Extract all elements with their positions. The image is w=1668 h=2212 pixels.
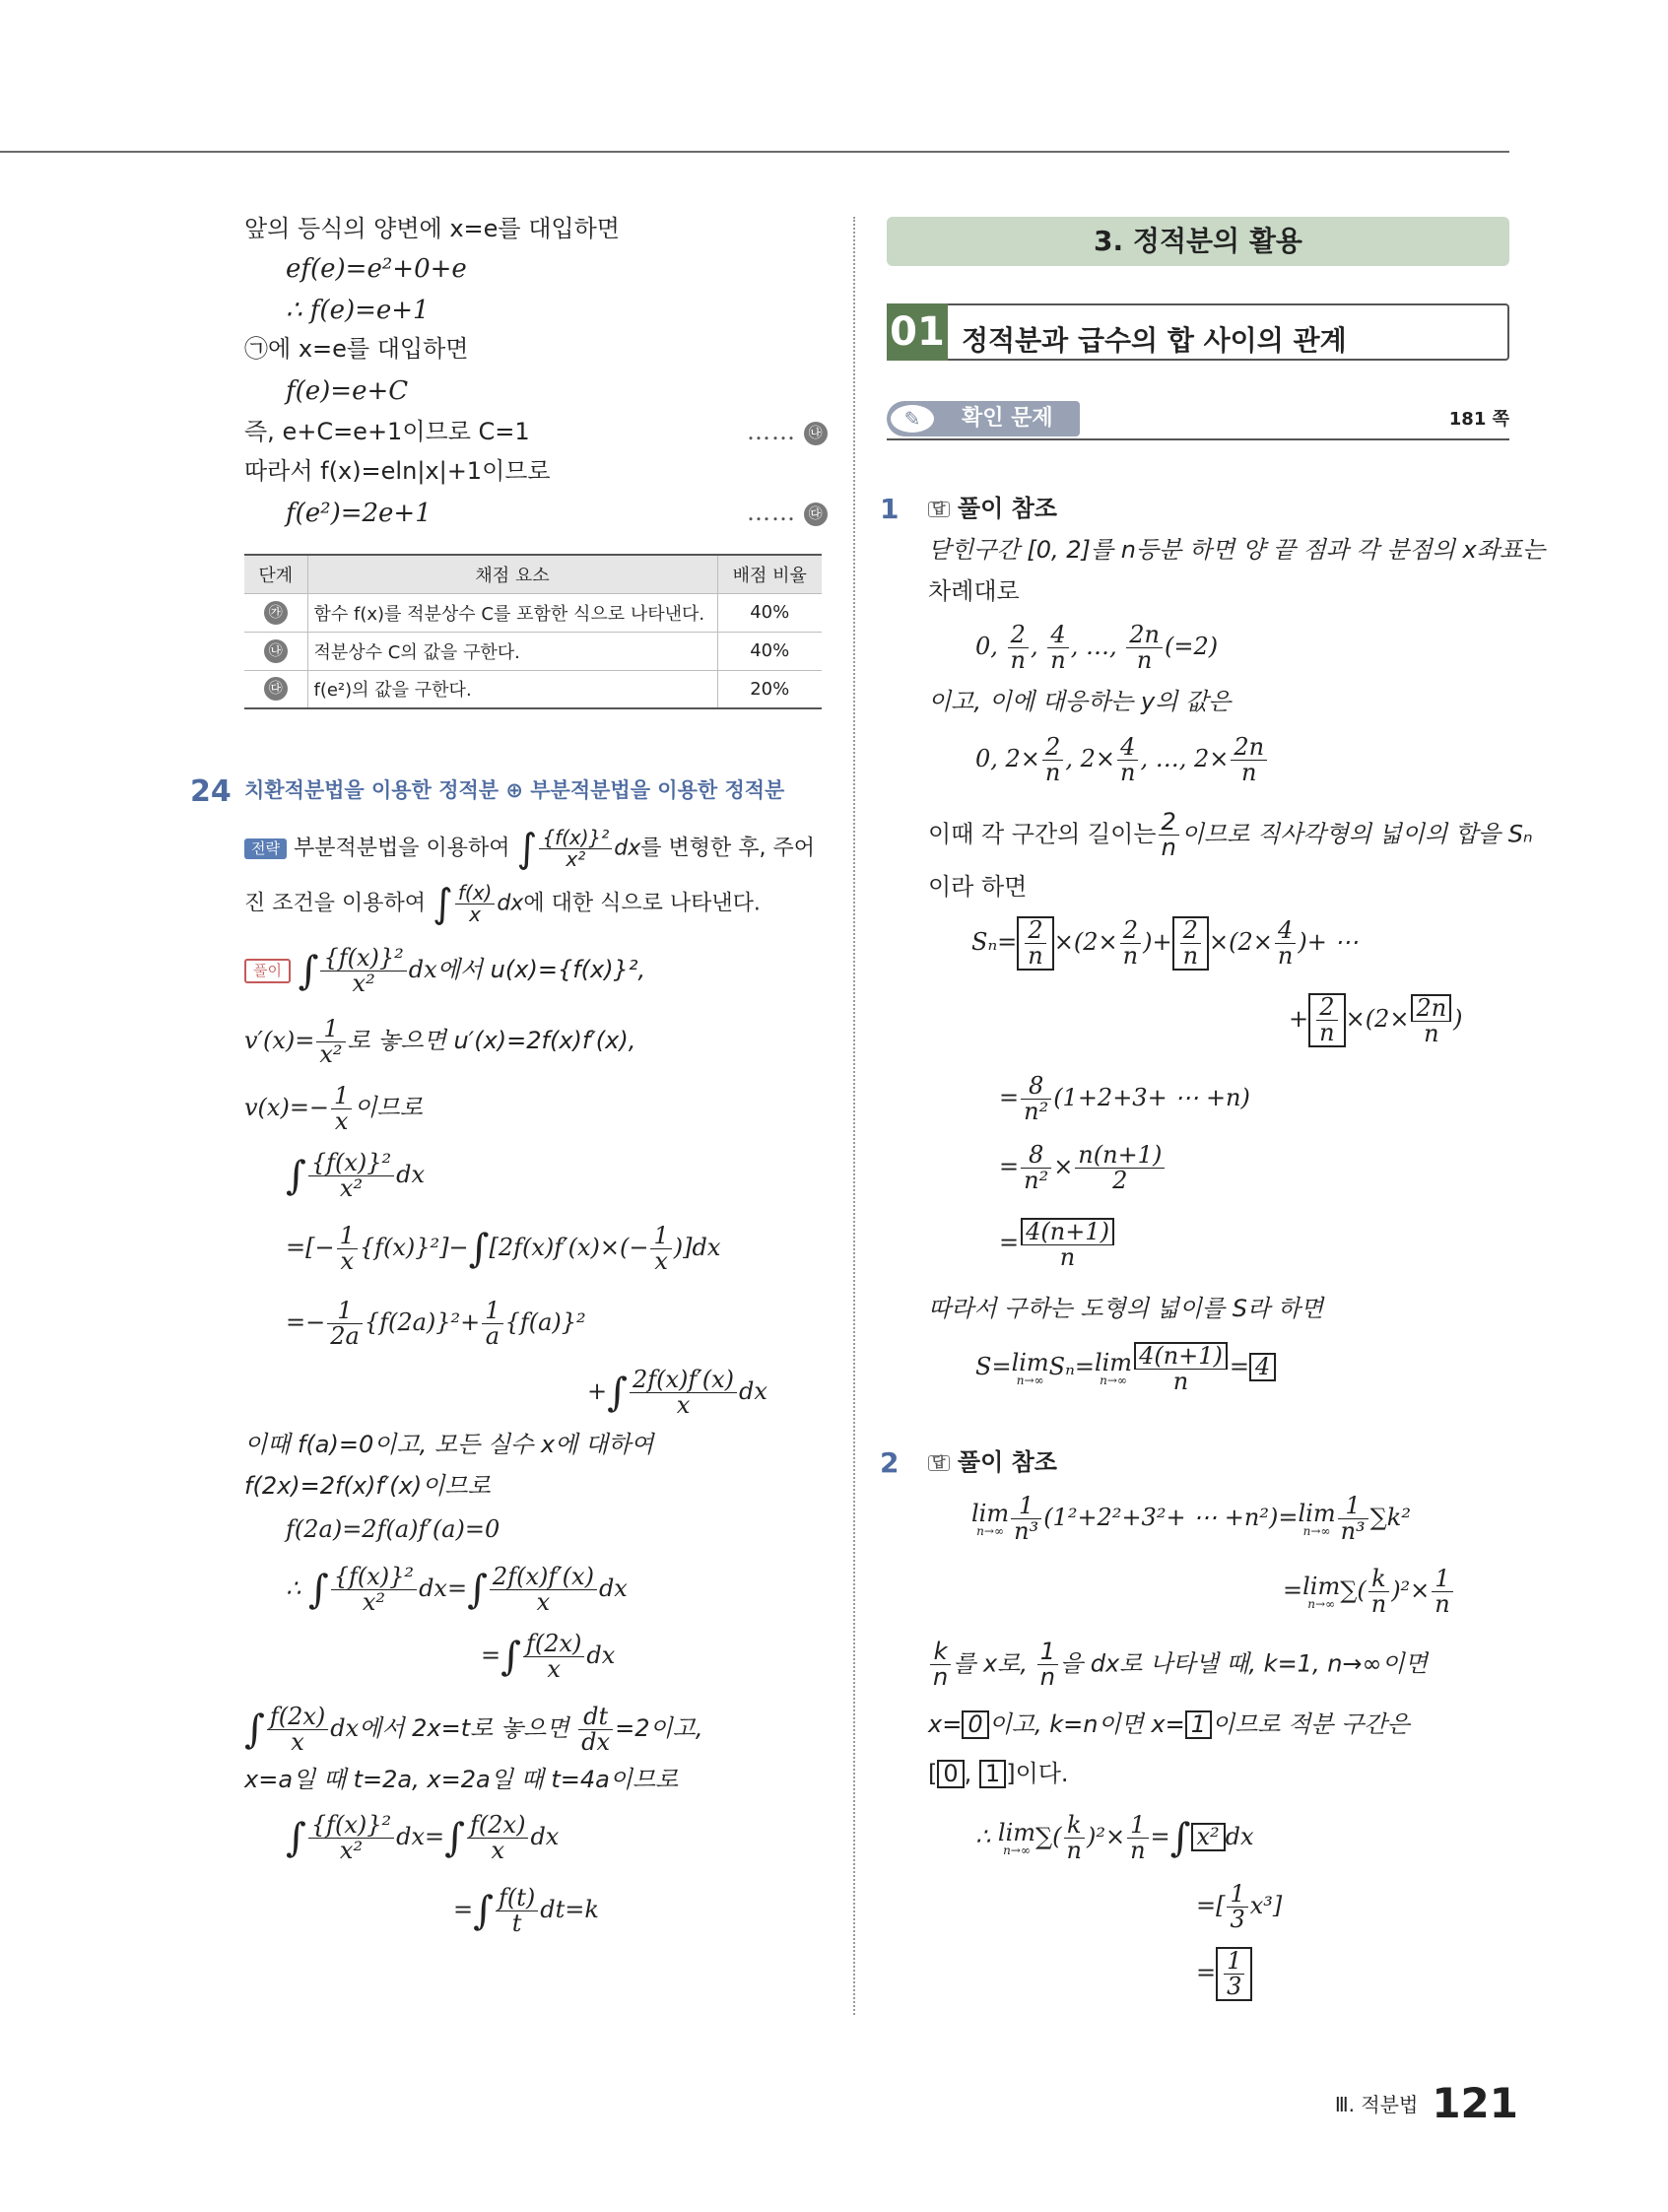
- text: 풀이 참조: [957, 495, 1057, 522]
- answer-tag: 답: [928, 502, 950, 517]
- solution-tag: 풀이: [244, 959, 291, 983]
- text-line: 이때 f(a)=0이고, 모든 실수 x에 대하여: [244, 1431, 654, 1458]
- section-title: 3. 정적분의 활용: [887, 217, 1509, 266]
- solution-line: ∫ $\frac{f(2x)}{x}$ dx에서 2x=t로 놓으면 $\frac{dt}{dx}$ =2이고,: [244, 1703, 703, 1757]
- equation-line: +∫ $\frac{2f(x)f'(x)}{x}$ dx: [587, 1366, 767, 1420]
- answer-line: [928, 497, 1057, 520]
- step-marker: …… ㉰: [747, 501, 828, 526]
- text: 를 변형한 후, 주어: [640, 836, 816, 861]
- equation-line: =[− $\frac{1}{x}$ {f(x)}²]−∫[2f(x)f′(x)×(− $\frac{1}{x}$ )]dx: [286, 1222, 721, 1276]
- step-cell: ㉰: [244, 670, 307, 708]
- text-line: 따라서 f(x)=eln|x|+1이므로: [244, 457, 551, 485]
- column-divider: [853, 217, 855, 2015]
- header-step: 단계: [244, 555, 307, 593]
- answer-tag: 답: [928, 1455, 950, 1471]
- text-line: 따라서 구하는 도형의 넓이를 S라 하면: [928, 1295, 1324, 1322]
- text-line: 이고, 이에 대응하는 y의 값은: [928, 688, 1232, 715]
- text: 로 놓으면 u′(x)=2f(x)f′(x),: [347, 1027, 636, 1055]
- answer-box: 4: [1249, 1353, 1276, 1381]
- chapter-label: Ⅲ. 적분법: [1334, 2093, 1419, 2116]
- topic-title: 정적분과 급수의 합 사이의 관계: [962, 324, 1347, 357]
- text-line: 닫힌구간 [0, 2]를 n등분 하면 양 끝 점과 각 분점의 x좌표는: [928, 536, 1546, 564]
- text-line: [ 0 , 1 ]이다.: [928, 1760, 1069, 1787]
- text-line: 앞의 등식의 양변에 x=e를 대입하면: [244, 215, 620, 242]
- text-line: $\frac{k}{n}$ 를 x로, $\frac{1}{n}$ 을 dx로 나타낼 때, k=1, n→∞이면: [928, 1640, 1428, 1690]
- points-cell: 40%: [717, 593, 822, 632]
- equation-line: =∫ $\frac{f(t)}{t}$ dt=k: [453, 1884, 599, 1938]
- page-footer: [1335, 2079, 1518, 2127]
- text-line: 즉, e+C=e+1이므로 C=1: [244, 418, 530, 445]
- question-number: 2: [880, 1446, 900, 1479]
- equation-line: = $\frac{1}{3}$: [1196, 1947, 1252, 2001]
- step-cell: ㉯: [244, 632, 307, 670]
- text-line: 이때 각 구간의 길이는 $\frac{2}{n}$ 이므로 직사각형의 넓이의 합을 Sₙ: [928, 808, 1533, 862]
- equation-line: lim n→∞ $\frac{1}{\text{n³}}$ (1²+2²+3²+ ⋯ +n²)=lim n→∞ $\frac{1}{\text{n³}}$ ∑k²: [971, 1492, 1411, 1546]
- page-number: 121: [1432, 2079, 1518, 2127]
- equation-line: =[ $\frac{1}{3}$ x³]: [1196, 1880, 1283, 1934]
- text-line: 이라 하면: [928, 873, 1028, 901]
- text-line: ㉠에 x=e를 대입하면: [244, 335, 469, 363]
- header-criteria: 채점 요소: [307, 555, 717, 593]
- text: 에 대한 식으로 나타낸다.: [523, 891, 761, 916]
- text: =2이고,: [615, 1714, 703, 1743]
- table-row: [244, 670, 822, 708]
- text: 에서 2x=t로 놓으면: [359, 1714, 569, 1743]
- page-reference: 181 쪽: [1448, 409, 1509, 430]
- equation-line: 0, 2× $\frac{2}{n}$ , 2× $\frac{4}{n}$ , …, 2× $\frac{2n}{n}$: [975, 735, 1269, 785]
- text: 이고, k=n이면 x=: [988, 1710, 1185, 1738]
- equation-line: ∴ f(e)=e+1: [286, 296, 430, 325]
- equation-line: 0, $\frac{2}{n}$ , $\frac{4}{n}$ , …, $\frac{2n}{n}$ (=2): [975, 621, 1219, 675]
- step-marker: …… ㉯: [747, 420, 828, 445]
- criteria-cell: 함수 f(x)를 적분상수 C를 포함한 식으로 나타낸다.: [307, 593, 717, 632]
- equation-line: = $\frac{8}{\text{n²}}$ × $\frac{n(n+1)}{2}$: [999, 1143, 1167, 1193]
- topic-header: [887, 303, 1509, 361]
- text: 에서 u(x)={f(x)}²,: [436, 956, 646, 984]
- pencil-icon: ✎: [889, 403, 936, 435]
- equation-line: S=lim n→∞ Sₙ=lim n→∞ $\frac{4(n+1)}{n}$ = 4: [975, 1342, 1276, 1394]
- equation-line: = $\frac{4(n+1)}{n}$: [999, 1218, 1116, 1270]
- text: 진 조건을 이용하여: [244, 891, 427, 916]
- step-cell: ㉮: [244, 593, 307, 632]
- text: v′(x)=: [244, 1027, 315, 1055]
- text: 부분적분법을 이용하여: [293, 836, 510, 861]
- check-label: 확인 문제: [887, 401, 1080, 436]
- table-header-row: [244, 555, 822, 593]
- question-number: 1: [880, 493, 900, 525]
- topic-number: 01: [887, 303, 948, 361]
- answer-box: 1: [979, 1760, 1006, 1788]
- strategy-line: 진 조건을 이용하여 ∫ $\frac{f(x)}{x}$ dx에 대한 식으로 나타낸다.: [244, 881, 761, 927]
- text: 이므로: [354, 1094, 423, 1122]
- strategy-tag: 전략: [244, 838, 287, 859]
- text: 이때 각 구간의 길이는: [928, 820, 1157, 848]
- text: 이므로 적분 구간은: [1212, 1710, 1410, 1738]
- equation-line: ∫ $\frac{\text{\{f(x)\}²}}{\text{x²}}$ dx=∫ $\frac{f(2x)}{x}$ dx: [286, 1811, 560, 1865]
- text-line: [928, 1710, 1410, 1739]
- text: 이므로 직사각형의 넓이의 합을 Sₙ: [1180, 820, 1533, 848]
- top-rule: [0, 151, 1509, 153]
- equation-line: Sₙ= $\frac{2}{n}$ ×(2× $\frac{2}{n}$ )+ $\frac{2}{n}$ ×(2× $\frac{4}{n}$ )+ ⋯: [971, 916, 1359, 971]
- solution-line: 풀이 ∫ $\frac{\text{\{f(x)\}²}}{\text{x²}}$ dx에서 u(x)={f(x)}²,: [244, 946, 645, 996]
- equation-line: f(e)=e+C: [286, 376, 409, 406]
- equation-line: ∴ lim n→∞ ∑( $\frac{k}{n}$ )²× $\frac{1}{n}$ =∫ x² dx: [975, 1811, 1254, 1865]
- text: x=: [928, 1710, 963, 1738]
- text: 을 dx로 나타낼 때, k=1, n→∞이면: [1059, 1649, 1428, 1678]
- equation-line: =− $\frac{1}{2a}$ {f(2a)}²+ $\frac{1}{a}$ {f(a)}²: [286, 1297, 586, 1351]
- equation-line: ef(e)=e²+0+e: [286, 254, 467, 284]
- text: ]이다.: [1006, 1760, 1069, 1787]
- question-number: 24: [190, 774, 232, 809]
- check-problems-header: [887, 399, 1509, 440]
- points-cell: 40%: [717, 632, 822, 670]
- text: v(x)=−: [244, 1094, 330, 1122]
- answer-line: [928, 1450, 1057, 1474]
- equation-line: =lim n→∞ ∑( $\frac{k}{n}$ )²× $\frac{1}{n}$: [1283, 1567, 1455, 1617]
- solution-line: v′(x)= $\frac{1}{\text{x²}}$ 로 놓으면 u′(x)=2f(x)f′(x),: [244, 1015, 636, 1069]
- equation-line: f(e²)=2e+1: [286, 499, 432, 528]
- criteria-cell: 적분상수 C의 값을 구한다.: [307, 632, 717, 670]
- criteria-cell: f(e²)의 값을 구한다.: [307, 670, 717, 708]
- question-title: 치환적분법을 이용한 정적분 ⊕ 부분적분법을 이용한 정적분: [244, 778, 785, 802]
- strategy-line: 전략 부분적분법을 이용하여 ∫ $\frac{\text{\{f(x)\}²}}{\text{x²}}$ dx를 변형한 후, 주어: [244, 828, 815, 870]
- equation-line: =∫ $\frac{f(2x)}{x}$ dx: [481, 1630, 616, 1684]
- grading-table: [244, 554, 822, 709]
- text: 풀이 참조: [957, 1448, 1057, 1476]
- answer-box: 1: [1185, 1710, 1212, 1739]
- text-line: 차례대로: [928, 577, 1020, 605]
- answer-box: 0: [937, 1760, 964, 1788]
- equation-line: + $\frac{2}{n}$ ×(2× $\frac{2n}{n}$ ): [1289, 993, 1463, 1048]
- text-line: x=a일 때 t=2a, x=2a일 때 t=4a이므로: [244, 1766, 679, 1793]
- solution-line: v(x)=− $\frac{1}{x}$ 이므로: [244, 1082, 423, 1136]
- answer-box: 0: [962, 1710, 988, 1739]
- equation-line: f(2a)=2f(a)f′(a)=0: [286, 1515, 500, 1543]
- text-line: f(2x)=2f(x)f′(x)이므로: [244, 1472, 491, 1500]
- table-row: [244, 632, 822, 670]
- equation-line: ∴ ∫ $\frac{\text{\{f(x)\}²}}{\text{x²}}$ dx=∫ $\frac{2f(x)f'(x)}{x}$ dx: [286, 1563, 628, 1617]
- table-row: [244, 593, 822, 632]
- header-points: 배점 비율: [717, 555, 822, 593]
- equation-line: = $\frac{8}{\text{n²}}$ (1+2+3+ ⋯ +n): [999, 1072, 1250, 1126]
- text: dt=k: [540, 1896, 599, 1924]
- equation-line: ∫ $\frac{\text{\{f(x)\}²}}{\text{x²}}$ dx: [286, 1149, 426, 1203]
- points-cell: 20%: [717, 670, 822, 708]
- text: 를 x로,: [953, 1649, 1029, 1678]
